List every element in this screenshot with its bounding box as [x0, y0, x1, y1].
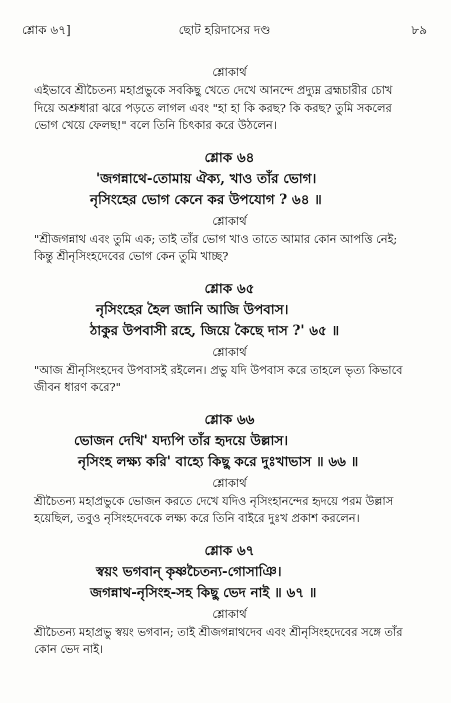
verse-line: নৃসিংহ লক্ষ্য করি' বাহ্যে কিছু করে দুঃখাভাস ॥ ৬৬ ॥ — [78, 453, 359, 470]
text-line: কোন ভেদ নাই। — [34, 642, 104, 656]
text-line: কিন্তু শ্রীনৃসিংহদেবের ভোগ কেন তুমি খাচ্ছ? — [34, 249, 229, 263]
text-line: জীবন ধারণ করে?" — [34, 380, 121, 394]
text-line: ভোগ খেয়ে ফেলছ!" বলে তিনি চিৎকার করে উঠলেন। — [34, 118, 277, 132]
verse-line: 'জগন্নাথে-তোমায় ঐক্য, খাও তাঁর ভোগ। — [96, 170, 317, 187]
verse-text — [34, 431, 425, 473]
verse-line: ভোজন দেখি' যদ্যপি তাঁর হৃদয়ে উল্লাস। — [74, 432, 289, 449]
verse-text — [34, 300, 425, 342]
verse-number: শ্লোক ৬৬ — [204, 411, 255, 428]
translation-heading: শ্লোকার্থ — [212, 65, 247, 79]
verse-number: শ্লোক ৬৫ — [204, 280, 255, 297]
text-line: "আজ শ্রীনৃসিংহদেব উপবাসই রইলেন। প্রভু যদি উপবাস করে তাহলে ভৃত্য কিভাবে — [34, 362, 403, 377]
text-line: শ্রীচৈতন্য মহাপ্রভু স্বয়ং ভগবান; তাই শ্রীজগন্নাথদেব এবং শ্রীনৃসিংহদেবের সঙ্গে তাঁর — [34, 624, 403, 639]
verse-line: স্বয়ং ভগবান্ কৃষ্ণচৈতন্য-গোসাঞি। — [96, 563, 282, 580]
translation-text — [34, 231, 425, 266]
text-line: এইভাবে শ্রীচৈতন্য মহাপ্রভুকে সবকিছু খেতে দেখে আনন্দে প্রদ্যুম্ন ব্রহ্মচারীর চোখ — [34, 83, 393, 97]
page-body — [34, 62, 425, 659]
header-verse-ref: শ্লোক ৬৭] — [22, 23, 71, 37]
text-line: "শ্রীজগন্নাথ এবং তুমি এক; তাই তাঁর ভোগ খাও তাতে আমার কোন আপত্তি নেই; — [34, 231, 398, 246]
page-number: ৮৯ — [411, 23, 427, 37]
verse-number: শ্লোক ৬৪ — [204, 149, 255, 166]
translation-text — [34, 362, 425, 397]
translation-heading: শ্লোকার্থ — [212, 606, 247, 621]
translation-text — [34, 82, 425, 135]
translation-heading: শ্লোকার্থ — [212, 344, 247, 359]
translation-heading: শ্লোকার্থ — [212, 213, 247, 228]
verse-line: ঠাকুর উপবাসী রহে, জিয়ে কৈছে দাস ?' ৬৫ ॥ — [90, 322, 340, 339]
translation-text — [34, 624, 425, 659]
verse-line: নৃসিংহের ভোগ কেনে কর উপযোগ ? ৬৪ ॥ — [90, 191, 322, 208]
verse-number: শ্লোক ৬৭ — [204, 542, 255, 559]
verse-text — [34, 169, 425, 211]
text-line: শ্রীচৈতন্য মহাপ্রভুকে ভোজন করতে দেখে যদিও নৃসিংহানন্দের হৃদয়ে পরম উল্লাস — [34, 493, 394, 508]
header-chapter-title: ছোট হরিদাসের দণ্ড — [178, 23, 271, 37]
text-line: হয়েছিল, তবুও নৃসিংহদেবকে লক্ষ্য করে তিনি বাইরে দুঃখ প্রকাশ করলেন। — [34, 511, 360, 525]
verse-line: নৃসিংহের হৈল জানি আজি উপবাস। — [96, 301, 289, 318]
translation-heading: শ্লোকার্থ — [212, 475, 247, 490]
verse-line: জগন্নাথ-নৃসিংহ-সহ কিছু ভেদ নাই ॥ ৬৭ ॥ — [90, 584, 317, 601]
running-header — [22, 22, 427, 42]
text-line: দিয়ে অশ্রুধারা ঝরে পড়তে লাগল এবং "হা হা কি করছ? কি করছ? তুমি সকলের — [34, 100, 392, 115]
translation-text — [34, 493, 425, 528]
verse-text — [34, 562, 425, 604]
